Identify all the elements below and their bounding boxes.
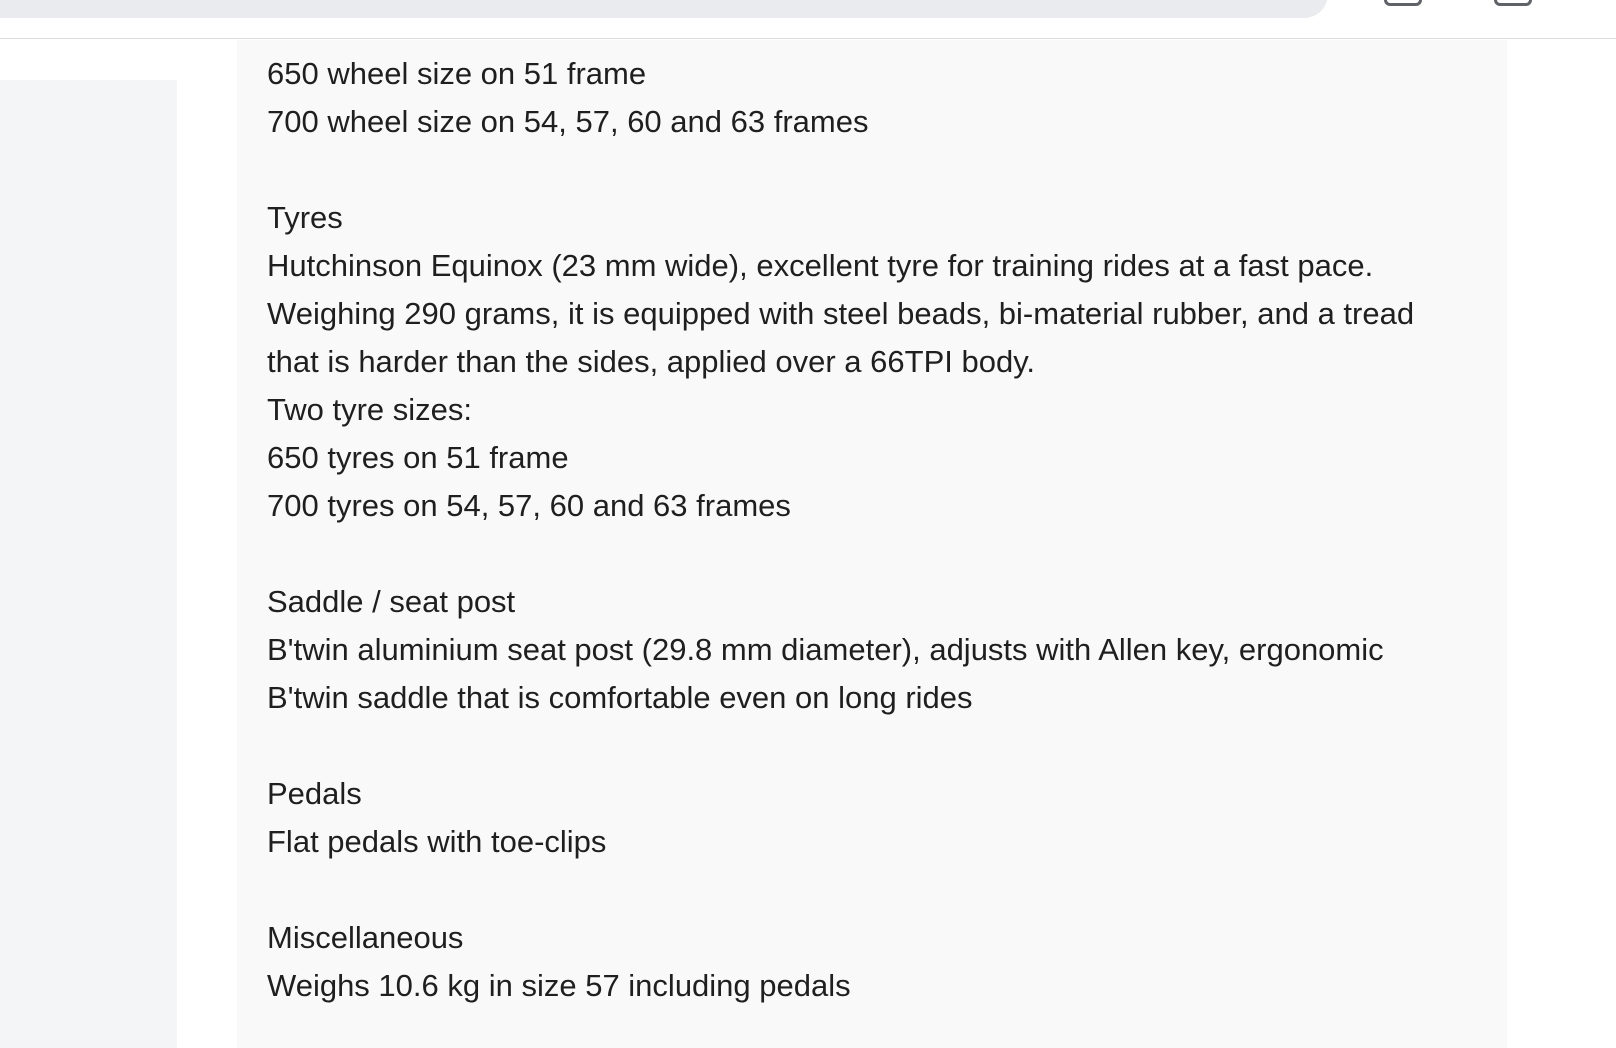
search-bar[interactable] (0, 0, 1328, 18)
spec-line: B'twin aluminium seat post (29.8 mm diameter), adjusts with Allen key, ergonomic (267, 632, 1384, 667)
spec-line: that is harder than the sides, applied over a 66TPI body. (267, 344, 1036, 379)
spec-line: Weighing 290 grams, it is equipped with steel beads, bi-material rubber, and a tread (267, 296, 1415, 331)
section-heading-tyres: Tyres (267, 200, 343, 235)
spec-line (267, 530, 1414, 578)
spec-line (267, 722, 1414, 770)
spec-line: Two tyre sizes: (267, 392, 472, 427)
mic-icon[interactable] (1278, 0, 1292, 4)
tabs-icon[interactable] (1384, 0, 1422, 6)
spec-line: 700 tyres on 54, 57, 60 and 63 frames (267, 488, 791, 523)
spec-line: Weighs 10.6 kg in size 57 including pedals (267, 968, 851, 1003)
spec-line: 700 wheel size on 54, 57, 60 and 63 frames (267, 104, 869, 139)
spec-line: B'twin saddle that is comfortable even on long rides (267, 680, 973, 715)
window-icon[interactable] (1494, 0, 1532, 6)
section-heading-pedals: Pedals (267, 776, 362, 811)
spec-line (267, 146, 1414, 194)
left-sidebar (0, 80, 177, 1048)
spec-line: Hutchinson Equinox (23 mm wide), excellent tyre for training rides at a fast pace. (267, 248, 1374, 283)
section-heading-saddle: Saddle / seat post (267, 584, 516, 619)
spec-line (267, 866, 1414, 914)
browser-toolbar (0, 0, 1616, 39)
spec-line: Flat pedals with toe-clips (267, 824, 607, 859)
spec-line: 650 tyres on 51 frame (267, 440, 569, 475)
spec-text (267, 50, 1414, 1010)
section-heading-misc: Miscellaneous (267, 920, 464, 955)
spec-line: 650 wheel size on 51 frame (267, 56, 647, 91)
